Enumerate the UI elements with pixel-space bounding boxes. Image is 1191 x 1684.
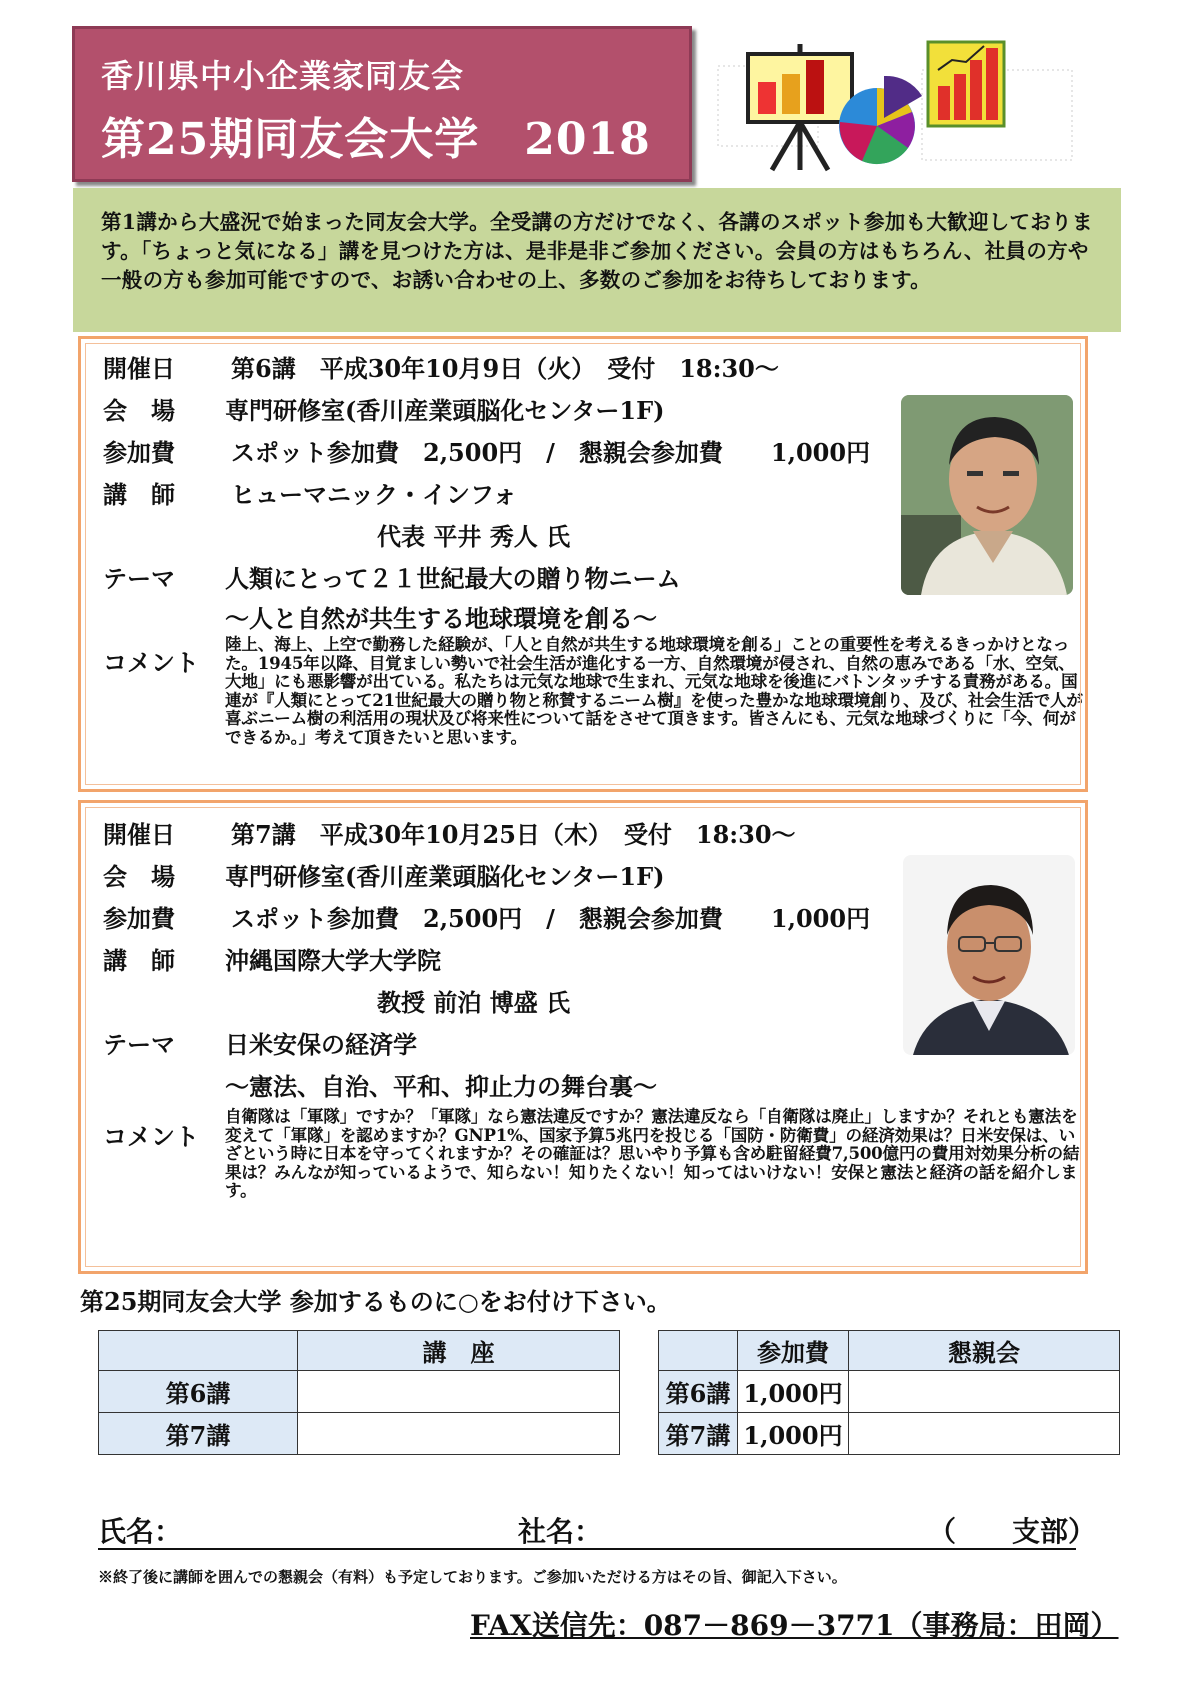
lecturer-label: 講 師 [103, 946, 175, 975]
venue-label: 会 場 [103, 862, 175, 891]
chart-illustration-icon [712, 30, 1092, 180]
row-label: 第6講 [99, 1371, 298, 1413]
org-name: 香川県中小企業家同友会 [101, 57, 465, 95]
footnote: ※終了後に講師を囲んでの懇親会（有料）も予定しております。ご参加いただける方はその旨、御記入下さい。 [98, 1568, 847, 1586]
lecture-6-box [78, 336, 1088, 792]
lecturer-photo [903, 855, 1075, 1055]
lecture-theme: 人類にとって２１世紀最大の贈り物ニーム [225, 564, 681, 593]
row-label: 第7講 [99, 1413, 298, 1455]
lecture-fee: スポット参加費 2,500円 / 懇親会参加費 1,000円 [231, 904, 871, 933]
lecture-subtheme: ～憲法、自治、平和、抑止力の舞台裏～ [225, 1072, 657, 1101]
name-company-line[interactable] [98, 1510, 1097, 1550]
table-corner [659, 1331, 738, 1371]
table-row [99, 1413, 620, 1455]
lecture-comment: 自衛隊は「軍隊」ですか？「軍隊」なら憲法違反ですか？憲法違反なら「自衛隊は廃止」しますか？それとも憲法を変えて「軍隊」を認めますか？GNP1%、国家予算5兆円を投じる「国防・防衛費」の経済効果は？日米安保は、いざという時に日本を守ってくれますか？その確証は？思いやり予算も含め駐留経費7,500億円の費用対効果分析の結果は？みんなが知っているようで、知らない！知りたくない！知ってはいけない！安保と憲法と経済の話を紹介します。 [225, 1106, 1080, 1201]
social-select-table [658, 1330, 1120, 1455]
lecture-venue: 専門研修室(香川産業頭脳化センター1F) [225, 396, 665, 425]
lecture-date: 第6講 平成30年10月9日（火） 受付 18:30～ [231, 354, 779, 383]
table-corner [99, 1331, 298, 1371]
branch-label: （ 支部） [928, 1515, 1097, 1548]
name-label: 氏名： [98, 1515, 183, 1548]
lecturer-name: 教授 前泊 博盛 氏 [377, 988, 571, 1017]
lecturer-org: 沖縄国際大学大学院 [225, 946, 441, 975]
comment-label: コメント [103, 648, 199, 677]
table-header-social: 懇親会 [849, 1331, 1120, 1371]
venue-label: 会 場 [103, 396, 175, 425]
lecture-subtheme: ～人と自然が共生する地球環境を創る～ [225, 604, 657, 633]
theme-label: テーマ [103, 564, 175, 593]
fee-cell: 1,000円 [738, 1371, 849, 1413]
table-header-course: 講 座 [298, 1331, 620, 1371]
social-6-cell[interactable] [849, 1371, 1120, 1413]
date-label: 開催日 [103, 820, 175, 849]
intro-box [73, 188, 1121, 332]
lecture-comment: 陸上、海上、上空で勤務した経験が、「人と自然が共生する地球環境を創る」ことの重要性を考えるきっかけとなった。1945年以降、目覚ましい勢いで社会生活が進化する一方、自然環境が侵され、自然の恵みである「水、空気、大地」にも悪影響が出ている。私たちは元気な地球で生まれ、元気な地球を後進にバトンタッチする責務がある。国連が『人類にとって21世紀最大の贈り物と称賛するニーム樹』を使った豊かな地球環境創り、及び、社会生活で人が喜ぶニーム樹の利活用の現状及び将来性について話をさせて頂きます。皆さんにも、元気な地球づくりに「今、何ができるか。」考えて頂きたいと思います。 [225, 634, 1083, 747]
course-7-cell[interactable] [298, 1413, 620, 1455]
person-icon [901, 395, 1073, 595]
table-row [99, 1371, 620, 1413]
person-icon [903, 855, 1075, 1055]
lecture-7-box [78, 800, 1088, 1274]
comment-label: コメント [103, 1122, 199, 1151]
fee-label: 参加費 [103, 904, 175, 933]
row-label: 第7講 [659, 1413, 738, 1455]
lecture-fee: スポット参加費 2,500円 / 懇親会参加費 1,000円 [231, 438, 871, 467]
theme-label: テーマ [103, 1030, 175, 1059]
header-banner [72, 26, 692, 182]
lecturer-org: ヒューマニック・インフォ [231, 480, 517, 509]
intro-text: 第1講から大盛況で始まった同友会大学。全受講の方だけでなく、各講のスポット参加も大歓迎しております。「ちょっと気になる」講を見つけた方は、是非是非ご参加ください。会員の方はもちろん、社員の方や一般の方も参加可能ですので、お誘い合わせの上、多数のご参加をお待ちしております。 [101, 210, 1093, 292]
table-row [659, 1371, 1120, 1413]
social-7-cell[interactable] [849, 1413, 1120, 1455]
lecturer-label: 講 師 [103, 480, 175, 509]
lecture-select-table [98, 1330, 620, 1455]
fax-number: FAX送信先：087－869－3771（事務局：田岡） [470, 1609, 1119, 1642]
page-title: 第25期同友会大学 2018 [101, 114, 651, 165]
course-6-cell[interactable] [298, 1371, 620, 1413]
table-header-fee: 参加費 [738, 1331, 849, 1371]
lecturer-photo [901, 395, 1073, 595]
date-label: 開催日 [103, 354, 175, 383]
row-label: 第6講 [659, 1371, 738, 1413]
lecture-venue: 専門研修室(香川産業頭脳化センター1F) [225, 862, 665, 891]
lecture-date: 第7講 平成30年10月25日（木） 受付 18:30～ [231, 820, 796, 849]
company-label: 社名： [518, 1515, 603, 1548]
fee-label: 参加費 [103, 438, 175, 467]
lecturer-name: 代表 平井 秀人 氏 [377, 522, 571, 551]
fee-cell: 1,000円 [738, 1413, 849, 1455]
form-title: 第25期同友会大学 参加するものに○をお付け下さい。 [80, 1287, 671, 1316]
table-row [659, 1413, 1120, 1455]
lecture-theme: 日米安保の経済学 [225, 1030, 417, 1059]
